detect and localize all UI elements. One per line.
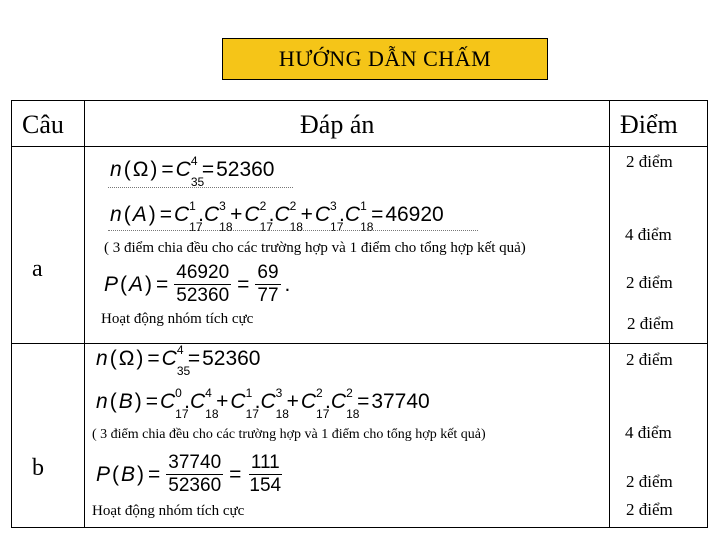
page-title: HƯỚNG DẪN CHẤM	[222, 38, 548, 80]
column-divider-1	[84, 100, 85, 528]
activity-note-a: Hoạt động nhóm tích cực	[101, 311, 254, 327]
points-b3: 2 điểm	[626, 472, 673, 491]
points-a1: 2 điểm	[626, 152, 673, 171]
equation-a3: P ( A ) = $\frac{46920}{52360}$ = $\frac{69}{77}$ .	[104, 262, 291, 306]
equation-b2: n ( B ) = C 0 17 . C 4 18 + C 1 17 . C 3 18 + C 2 17 . C 2 18 = 37740	[96, 386, 430, 421]
points-a2: 4 điểm	[625, 225, 672, 244]
points-b1: 2 điểm	[626, 350, 673, 369]
header-cau: Câu	[22, 110, 64, 139]
equation-b3: P ( B ) = $\frac{37740}{52360}$ = $\frac{111}{154}$	[96, 452, 282, 496]
header-diem: Điểm	[620, 110, 678, 139]
scoring-note-a: ( 3 điểm chia đều cho các trường hợp và 1 điểm cho tổng hợp kết quả)	[104, 240, 526, 256]
dotted-rule	[108, 230, 478, 231]
points-b4: 2 điểm	[626, 500, 673, 519]
equation-a1: n ( Ω ) = C 4 35 = 52360	[110, 154, 275, 189]
section-divider	[11, 343, 708, 344]
header-dap-an: Đáp án	[300, 110, 375, 139]
points-a4: 2 điểm	[627, 314, 674, 333]
scoring-note-b: ( 3 điểm chia đều cho các trường hợp và 1 điểm cho tổng hợp kết quả)	[92, 427, 486, 442]
equation-a2: n ( A ) = C 1 17 . C 3 18 + C 2 17 . C 2 18 + C 3 17 . C 1 18 = 46920	[110, 199, 444, 234]
points-b2: 4 điểm	[625, 423, 672, 442]
header-divider	[11, 146, 708, 147]
equation-b1: n ( Ω ) = C 4 35 = 52360	[96, 343, 261, 378]
question-a-label: a	[32, 256, 43, 282]
points-a3: 2 điểm	[626, 273, 673, 292]
column-divider-2	[609, 100, 610, 528]
dotted-rule	[108, 187, 293, 188]
question-b-label: b	[32, 455, 44, 481]
activity-note-b: Hoạt động nhóm tích cực	[92, 503, 245, 519]
